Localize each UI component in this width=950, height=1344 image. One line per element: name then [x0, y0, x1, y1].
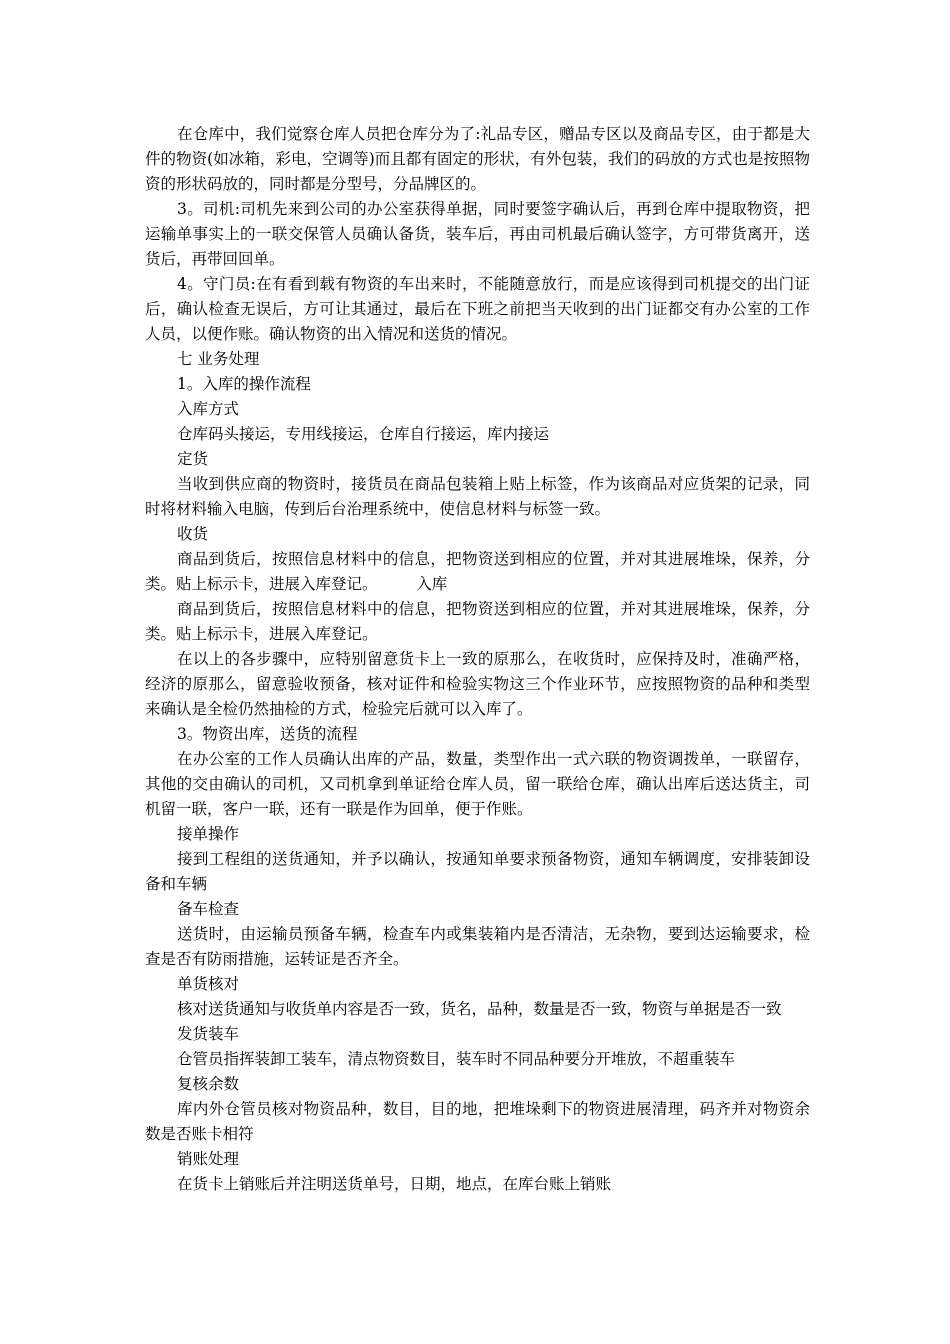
- heading-loading: 发货装车: [177, 1025, 240, 1043]
- paragraph-storing: 商品到货后，按照信息材料中的信息，把物资送到相应的位置，并对其进展堆垛，保养，分类。贴上标示卡，进展入库登记。: [145, 600, 810, 643]
- paragraph-goods-check: 核对送货通知与收货单内容是否一致，货名，品种，数量是否一致，物资与单据是否一致: [177, 1000, 782, 1018]
- heading-ordering: 定货: [177, 450, 209, 468]
- heading-order-handling: 接单操作: [177, 825, 240, 843]
- paragraph-receiving: 商品到货后，按照信息材料中的信息，把物资送到相应的位置，并对其进展堆垛，保养，分类。贴上标示卡，进展入库登记。 入库: [145, 550, 810, 593]
- heading-recount: 复核余数: [177, 1075, 240, 1093]
- paragraph-vehicle-check: 送货时，由运输员预备车辆，检查车内或集装箱内是否清洁，无杂物，要到达运输要求，检查是否有防雨措施，运转证是否齐全。: [145, 925, 810, 968]
- paragraph-inspection: 在以上的各步骤中，应特别留意货卡上一致的原那么，在收货时，应保持及时，准确严格，经济的原那么，留意验收预备，核对证件和检验实物这三个作业环节，应按照物资的品种和类型来确认是全检仍然抽检的方式，检验完后就可以入库了。: [145, 650, 810, 718]
- paragraph-ordering: 当收到供应商的物资时，接货员在商品包装箱上贴上标签，作为该商品对应货架的记录，同时将材料输入电脑，传到后台治理系统中，使信息材料与标签一致。: [145, 475, 810, 518]
- document-body: [145, 122, 810, 1197]
- paragraph-gatekeeper: 4。守门员:在有看到载有物资的车出来时，不能随意放行，而是应该得到司机提交的出门证后，确认检查无误后，方可让其通过，最后在下班之前把当天收到的出门证都交有办公室的工作人员，以便作账。确认物资的出入情况和送货的情况。: [145, 275, 810, 343]
- heading-goods-check: 单货核对: [177, 975, 240, 993]
- paragraph-order-handling: 接到工程组的送货通知，并予以确认，按通知单要求预备物资，通知车辆调度，安排装卸设备和车辆: [145, 850, 810, 893]
- paragraph-warehouse-zones: 在仓库中，我们觉察仓库人员把仓库分为了:礼品专区，赠品专区以及商品专区，由于都是大件的物资(如冰箱，彩电，空调等)而且都有固定的形状，有外包装，我们的码放的方式也是按照物资的形状码放的，同时都是分型号，分品牌区的。: [145, 125, 810, 193]
- heading-inbound-method: 入库方式: [177, 400, 240, 418]
- paragraph-loading: 仓管员指挥装卸工装车，清点物资数目，装车时不同品种要分开堆放，不超重装车: [177, 1050, 736, 1068]
- heading-receiving: 收货: [177, 525, 209, 543]
- section-heading-business: 七 业务处理: [177, 350, 260, 368]
- paragraph-inbound-methods: 仓库码头接运，专用线接运，仓库自行接运，库内接运: [177, 425, 550, 443]
- subheading-outbound-flow: 3。物资出库，送货的流程: [177, 725, 358, 743]
- paragraph-write-off: 在货卡上销账后并注明送货单号，日期，地点，在库台账上销账: [177, 1175, 612, 1193]
- subheading-inbound-flow: 1。入库的操作流程: [177, 375, 311, 393]
- paragraph-driver: 3。司机:司机先来到公司的办公室获得单据，同时要签字确认后，再到仓库中提取物资，把运输单事实上的一联交保管人员确认备货，装车后，再由司机最后确认签字，方可带货离开，送货后，再带回回单。: [145, 200, 810, 268]
- paragraph-outbound: 在办公室的工作人员确认出库的产品，数量，类型作出一式六联的物资调拨单，一联留存，其他的交由确认的司机，又司机拿到单证给仓库人员，留一联给仓库，确认出库后送达货主，司机留一联，客户一联，还有一联是作为回单，便于作账。: [145, 750, 810, 818]
- heading-vehicle-check: 备车检查: [177, 900, 240, 918]
- paragraph-recount: 库内外仓管员核对物资品种，数目，目的地，把堆垛剩下的物资进展清理，码齐并对物资余数是否账卡相符: [145, 1100, 810, 1143]
- heading-write-off: 销账处理: [177, 1150, 240, 1168]
